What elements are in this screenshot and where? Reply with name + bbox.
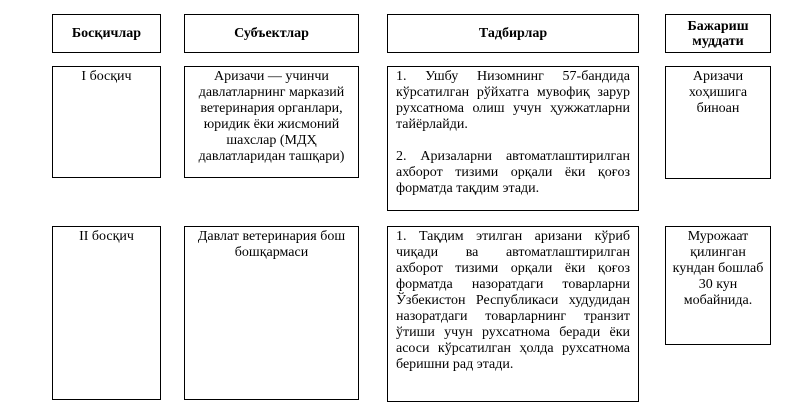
header-actions [387,14,639,53]
header-stage [52,14,161,53]
row1-actions-cell [387,66,639,211]
row2-actions-cell [387,226,639,402]
row1-stage-cell [52,66,161,178]
row2-stage: II босқич [79,229,134,244]
header-stage-label: Босқичлар [71,26,142,41]
row1-subject-cell [184,66,359,178]
row1-stage: I босқич [81,69,132,84]
header-subjects-label: Субъектлар [234,26,309,41]
row2-subject: Давлат ветеринария бош бошқармаси [197,229,346,260]
row2-deadline: Мурожаат қилинган кундан бошлаб 30 кун мобайнида. [672,229,764,308]
row2-stage-cell [52,226,161,400]
row2-deadline-cell [665,226,771,345]
row1-subject: Аризачи — учинчи давлатларнинг марказий ветеринария органлари, юридик ёки жисмоний шахслар (МДҲ давлатларидан ташқари) [198,69,345,164]
row1-action-2: 2. Аризаларни автоматлаштирилган ахборот тизими орқали ёки қоғоз форматда тақдим этади. [396,149,630,196]
header-deadline-label: Бажариш муддати [687,18,749,49]
row1-deadline: Аризачи хоҳишига биноан [688,69,748,116]
row2-subject-cell [184,226,359,400]
header-deadline [665,14,771,53]
header-subjects [184,14,359,53]
row1-deadline-cell [665,66,771,179]
row1-action-1: 1. Ушбу Низомнинг 57-бандида кўрсатилган рўйхатга мувофиқ зарур рухсатнома олиш учун ҳужжатларни тайёрлайди. [396,69,630,132]
header-actions-label: Тадбирлар [478,26,548,41]
row2-action-1: 1. Тақдим этилган аризани кўриб чиқади ва автоматлаштирилган ахборот тизими орқали ёки қоғоз форматда назоратдаги товарларни Ўзбекистон Республикаси худудидан назоратдаги товарларнинг транзит ўтиши учун рухсатнома беради ёки асоси кўрсатилган ҳолда рухсатнома беришни рад этади. [396,229,630,372]
